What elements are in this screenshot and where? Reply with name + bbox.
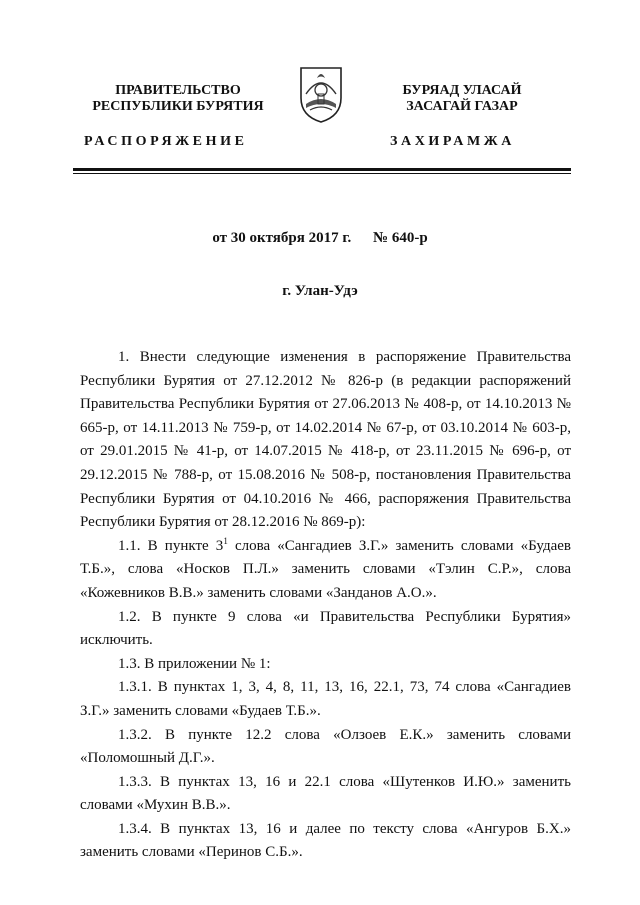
paragraph-1: 1. Внести следующие изменения в распоряжение Правительства Республики Бурятия от 27.12.2012 № 826-р (в редакции распоряжений Правительства Республики Бурятия от 27.06.2013 № 408-р, от 14.10.2013 № 665-р, от 14.11.2013 № 759-р, от 14.02.2014 № 67-р, от 03.10.2014 № 603-р, от 29.01.2015 № 41-р, от 14.07.2015 № 418-р, от 23.11.2015 № 696-р, от 29.12.2015 № 788-р, от 15.08.2016 № 508-р, постановления Правительства Республики Бурятия от 04.10.2016 № 466, распоряжения Правительства Республики Бурятия от 28.12.2016 № 869-р): — [80, 349, 571, 531]
city: г. Улан-Удэ — [282, 283, 358, 299]
org-name-bua-line1: БУРЯАД УЛАСАЙ — [402, 83, 522, 98]
doc-type-bua: ЗАХИРАМЖА — [390, 134, 515, 149]
org-name-ru-line2: РЕСПУБЛИКИ БУРЯТИЯ — [92, 99, 264, 114]
paragraph-1-2: 1.2. В пункте 9 слова «и Правительства Республики Бурятия» исключить. — [80, 608, 571, 649]
header-divider-thin — [73, 173, 571, 174]
header-divider-thick — [73, 168, 571, 171]
org-name-bua-line2: ЗАСАГАЙ ГАЗАР — [406, 99, 518, 114]
header-right — [362, 83, 562, 115]
paragraph-1-1-start: 1.1. В пункте 3 — [118, 537, 224, 554]
org-name-ru-line1: ПРАВИТЕЛЬСТВО — [115, 83, 241, 98]
coat-of-arms-icon — [298, 64, 344, 124]
paragraph-1-3-2: 1.3.2. В пункте 12.2 слова «Олзоев Е.К.» заменить словами «Поломошный Д.Г.». — [80, 726, 571, 767]
paragraph-1-3: 1.3. В приложении № 1: — [118, 655, 271, 672]
paragraph-1-1 — [80, 535, 571, 606]
paragraph-1-3-1: 1.3.1. В пунктах 1, 3, 4, 8, 11, 13, 16, 22.1, 73, 74 слова «Сангадиев З.Г.» заменить словами «Будаев Т.Б.». — [80, 679, 571, 719]
header-left — [78, 83, 278, 115]
doc-type-ru: РАСПОРЯЖЕНИЕ — [84, 134, 248, 149]
document-body — [80, 346, 571, 865]
paragraph-1-3-4: 1.3.4. В пунктах 13, 16 и далее по тексту слова «Ангуров Б.Х.» заменить словами «Перинов С.Б.». — [80, 820, 571, 861]
paragraph-1-3-3: 1.3.3. В пунктах 13, 16 и 22.1 слова «Шутенков И.Ю.» заменить словами «Мухин В.В.». — [80, 773, 571, 814]
paragraph-1-1-sup: 1 — [223, 535, 228, 546]
doc-number: № 640-р — [373, 230, 428, 246]
doc-date: от 30 октября 2017 г. — [212, 230, 352, 246]
paragraph-1-1-rest: слова «Сангадиев З.Г.» заменить словами «Будаев Т.Б.», слова «Носков П.Л.» заменить словами «Тэлин С.Р.», слова «Кожевников В.В.» заменить словами «Занданов А.О.». — [80, 537, 571, 601]
date-line — [0, 230, 640, 247]
